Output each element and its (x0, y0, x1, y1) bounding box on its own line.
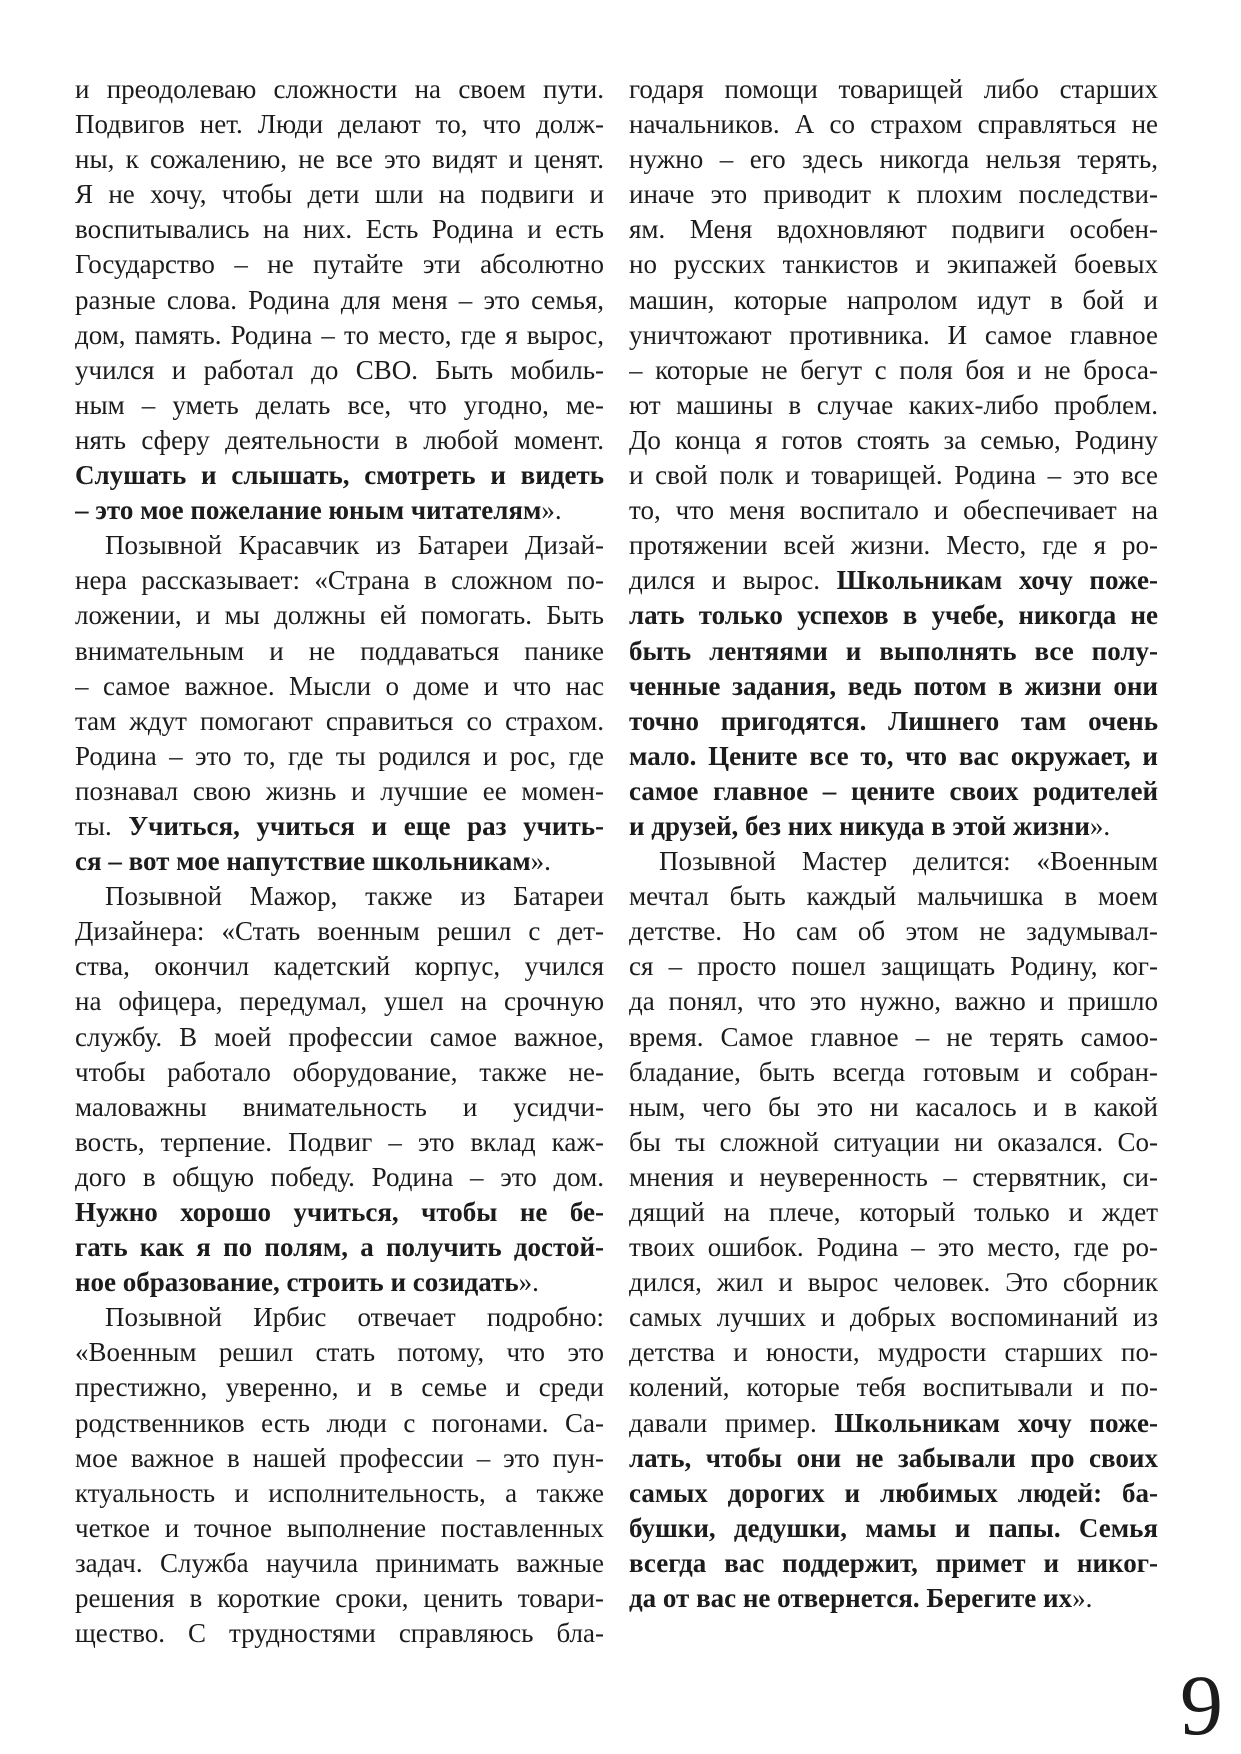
text-run: ям. Меня вдохновляют подвиги особен- (629, 214, 1158, 245)
text-run: разные слова. Родина для меня – это семья, (75, 284, 604, 315)
text-line (75, 1511, 604, 1546)
text-run: бладание, быть всегда готовым и собран- (629, 1056, 1158, 1087)
text-line (629, 283, 1158, 318)
text-line (629, 318, 1158, 353)
text-run: ным – уметь делать все, что угодно, ме- (75, 389, 604, 420)
text-line (75, 634, 604, 669)
text-run: иначе это приводит к плохим последстви- (629, 179, 1158, 210)
text-line (629, 458, 1158, 493)
bold-text-run: ное образование, строить и созидать (75, 1267, 519, 1298)
text-run: – которые не бегут с поля боя и не броса- (629, 354, 1158, 385)
text-run: Подвигов нет. Люди делают то, что долж- (75, 109, 604, 140)
text-run: ктуальность и исполнительность, а также (75, 1477, 604, 1508)
text-run: четкое и точное выполнение поставленных (75, 1512, 604, 1543)
text-line (75, 458, 604, 493)
text-line (629, 142, 1158, 177)
text-line (75, 72, 604, 107)
text-line (75, 1195, 604, 1230)
text-line (629, 598, 1158, 633)
text-line (629, 774, 1158, 809)
text-run: детстве. Но сам об этом не задумывал- (629, 916, 1158, 947)
text-run: воспитывались на них. Есть Родина и есть (75, 214, 604, 245)
text-run: нять сферу деятельности в любой момент. (75, 424, 604, 455)
text-run: дящий на плече, который только и ждет (629, 1197, 1158, 1227)
text-run: ным, чего бы это ни касалось и в какой (629, 1091, 1158, 1122)
bold-text-run: точно пригодятся. Лишнего там очень (629, 705, 1158, 736)
text-run: До конца я готов стоять за семью, Родину (629, 424, 1158, 455)
text-run: да понял, что это нужно, важно и пришло (629, 986, 1158, 1017)
bold-text-run: всегда вас поддержит, примет и никог- (629, 1547, 1158, 1578)
text-line (629, 1265, 1158, 1300)
text-run: мнения и неуверенность – стервятник, си- (629, 1161, 1158, 1192)
bold-text-run: самое главное – цените своих родителей (629, 775, 1158, 806)
bold-text-run: лать, чтобы они не забывали про своих (629, 1442, 1158, 1473)
text-line (629, 879, 1158, 914)
text-run: уничтожают противника. И самое главное (629, 319, 1158, 350)
text-line (629, 1406, 1158, 1441)
bold-text-run: самых дорогих и любимых людей: ба- (629, 1477, 1158, 1508)
bold-text-run: ченные задания, ведь потом в жизни они (629, 670, 1158, 701)
text-run: начальников. А со страхом справляться не (629, 109, 1158, 140)
text-run: учился и работал до СВО. Быть мобиль- (75, 354, 604, 385)
text-run: колений, которые тебя воспитывали и по- (629, 1372, 1158, 1403)
text-line (75, 1125, 604, 1160)
text-run: решения в короткие сроки, ценить товари- (75, 1583, 604, 1614)
text-line (75, 107, 604, 142)
text-run: ют машины в случае каких-либо проблем. (629, 389, 1158, 420)
text-line (75, 1616, 604, 1651)
text-line (629, 1055, 1158, 1090)
text-run: Государство – не путайте эти абсолютно (75, 249, 604, 280)
text-run: машин, которые напролом идут в бой и (629, 284, 1158, 315)
text-line (75, 598, 604, 633)
text-line (629, 1090, 1158, 1125)
text-run: Позывной Мастер делится: «Военным (659, 846, 1158, 877)
text-run: и свой полк и товарищей. Родина – это все (629, 460, 1158, 491)
bold-text-run: Нужно хорошо учиться, чтобы не бе- (75, 1197, 604, 1227)
text-line (75, 1300, 604, 1335)
text-line (629, 212, 1158, 247)
text-line (629, 1195, 1158, 1230)
text-run: задач. Служба научила принимать важные (75, 1547, 604, 1578)
text-run: время. Самое главное – не терять самоо- (629, 1021, 1158, 1052)
text-line (629, 72, 1158, 107)
text-run: дился и вырос. (629, 565, 837, 596)
text-line (75, 1406, 604, 1441)
text-run: но русских танкистов и экипажей боевых (629, 249, 1158, 280)
text-run: бы ты сложной ситуации ни оказался. Со- (629, 1126, 1158, 1157)
text-run: службу. В моей профессии самое важное, (75, 1021, 604, 1052)
text-run: мое важное в нашей профессии – это пун- (75, 1442, 604, 1473)
text-line (75, 247, 604, 282)
text-run: там ждут помогают справиться со страхом. (75, 705, 604, 736)
text-line (629, 1370, 1158, 1405)
text-run: Дизайнера: «Стать военным решил с дет- (75, 916, 604, 947)
text-run: то, что меня воспитало и обеспечивает на (629, 495, 1158, 526)
page-number: 9 (1180, 1657, 1223, 1753)
text-line (75, 1441, 604, 1476)
bold-text-run: ся – вот мое напутствие школьникам (75, 846, 531, 877)
text-run: нера рассказывает: «Страна в сложном по- (75, 565, 604, 596)
text-run: Позывной Мажор, также из Батареи (105, 881, 604, 912)
text-line (75, 177, 604, 212)
text-run: дом, память. Родина – то место, где я вырос, (75, 319, 604, 350)
bold-text-run: Слушать и слышать, смотреть и видеть (75, 460, 604, 491)
text-line (75, 739, 604, 774)
text-line (629, 1020, 1158, 1055)
text-run: нужно – его здесь никогда нельзя терять, (629, 144, 1158, 175)
text-run: ». (530, 846, 551, 877)
text-run: чтобы работало оборудование, также не- (75, 1056, 604, 1087)
text-line (629, 1476, 1158, 1511)
bold-text-run: – это мое пожелание юным читателям (75, 495, 542, 526)
text-line (75, 388, 604, 423)
text-run: познавал свою жизнь и лучшие ее момен- (75, 775, 604, 806)
text-line (629, 1511, 1158, 1546)
text-run: престижно, уверенно, и в семье и среди (75, 1372, 604, 1403)
text-run: на офицера, передумал, ушел на срочную (75, 986, 604, 1017)
text-line (629, 1581, 1158, 1616)
text-run: маловажны внимательность и усидчи- (75, 1091, 604, 1122)
text-line (75, 844, 604, 879)
text-run: – самое важное. Мысли о доме и что нас (75, 670, 604, 701)
text-run: детства и юности, мудрости старших по- (629, 1337, 1158, 1368)
text-line (629, 704, 1158, 739)
text-run: протяжении всей жизни. Место, где я ро- (629, 530, 1158, 561)
text-line (629, 107, 1158, 142)
text-run: Позывной Красавчик из Батареи Дизай- (105, 530, 604, 561)
text-line (75, 353, 604, 388)
text-line (629, 493, 1158, 528)
text-line (75, 318, 604, 353)
text-run: ся – просто пошел защищать Родину, ког- (629, 951, 1158, 982)
text-line (629, 528, 1158, 563)
bold-text-run: быть лентяями и выполнять все полу- (629, 635, 1158, 666)
text-line (629, 739, 1158, 774)
bold-text-run: Школьникам хочу поже- (834, 1407, 1158, 1438)
text-line (75, 879, 604, 914)
bold-text-run: гать как я по полям, а получить достой- (75, 1232, 604, 1263)
text-line (75, 704, 604, 739)
text-line (75, 1370, 604, 1405)
bold-text-run: да от вас не отвернется. Берегите их (629, 1583, 1073, 1614)
right-column (629, 72, 1158, 1616)
text-line (75, 984, 604, 1019)
text-line (75, 142, 604, 177)
text-line (75, 1160, 604, 1195)
text-line (629, 634, 1158, 669)
text-run: Родина – это то, где ты родился и рос, где (75, 740, 604, 771)
text-line (75, 669, 604, 704)
text-line (629, 177, 1158, 212)
text-line (75, 1335, 604, 1370)
bold-text-run: лать только успехов в учебе, никогда не (629, 600, 1158, 631)
text-line (629, 1300, 1158, 1335)
text-line (75, 283, 604, 318)
text-line (629, 844, 1158, 879)
text-line (629, 949, 1158, 984)
text-run: твоих ошибок. Родина – это место, где ро- (629, 1232, 1158, 1263)
text-run: Я не хочу, чтобы дети шли на подвиги и (75, 179, 604, 210)
text-run: и преодолеваю сложности на своем пути. (75, 74, 604, 104)
text-line (629, 1230, 1158, 1265)
text-line (629, 984, 1158, 1019)
text-line (75, 1020, 604, 1055)
text-line (75, 949, 604, 984)
text-run: давали пример. (629, 1407, 835, 1438)
text-line (75, 528, 604, 563)
bold-text-run: и друзей, без них никуда в этой жизни (629, 810, 1090, 841)
bold-text-run: мало. Цените все то, что вас окружает, и (629, 740, 1158, 771)
text-run: вость, терпение. Подвиг – это вклад каж- (75, 1126, 604, 1157)
text-run: родственников есть люди с погонами. Са- (75, 1407, 604, 1438)
text-line (629, 669, 1158, 704)
text-run: дого в общую победу. Родина – это дом. (75, 1161, 604, 1192)
text-line (75, 1090, 604, 1125)
text-line (629, 353, 1158, 388)
text-line (629, 563, 1158, 598)
text-line (75, 1476, 604, 1511)
text-line (629, 1160, 1158, 1195)
text-line (629, 247, 1158, 282)
text-run: «Военным решил стать потому, что это (75, 1337, 604, 1368)
text-line (75, 914, 604, 949)
text-line (75, 212, 604, 247)
text-line (75, 493, 604, 528)
text-run: ». (518, 1267, 539, 1298)
bold-text-run: Учиться, учиться и еще раз учить- (128, 810, 604, 841)
text-line (75, 423, 604, 458)
text-line (75, 1546, 604, 1581)
text-line (629, 1125, 1158, 1160)
left-column (75, 72, 604, 1651)
text-line (629, 388, 1158, 423)
text-line (75, 1265, 604, 1300)
text-line (629, 423, 1158, 458)
text-run: щество. С трудностями справляюсь бла- (75, 1618, 604, 1649)
text-line (75, 774, 604, 809)
text-line (75, 1230, 604, 1265)
text-run: самых лучших и добрых воспоминаний из (629, 1302, 1158, 1333)
text-run: ты. (75, 810, 129, 841)
text-line (629, 1441, 1158, 1476)
text-run: ». (1089, 810, 1111, 841)
text-run: дился, жил и вырос человек. Это сборник (629, 1267, 1158, 1298)
text-line (75, 563, 604, 598)
text-line (629, 914, 1158, 949)
text-run: мечтал быть каждый мальчишка в моем (629, 881, 1158, 912)
text-run: Позывной Ирбис отвечает подробно: (105, 1302, 604, 1333)
text-run: ства, окончил кадетский корпус, учился (75, 951, 604, 982)
text-line (629, 1546, 1158, 1581)
text-run: ложении, и мы должны ей помогать. Быть (75, 600, 604, 631)
text-line (629, 809, 1158, 844)
text-line (629, 1335, 1158, 1370)
text-run: ны, к сожалению, не все это видят и ценят. (75, 144, 604, 175)
text-run: внимательным и не поддаваться панике (75, 635, 604, 666)
text-line (75, 1581, 604, 1616)
text-line (75, 809, 604, 844)
bold-text-run: бушки, дедушки, мамы и папы. Семья (629, 1512, 1158, 1543)
text-line (75, 1055, 604, 1090)
text-run: годаря помощи товарищей либо старших (629, 74, 1158, 104)
text-run: ». (1072, 1583, 1093, 1614)
text-run: ». (541, 495, 562, 526)
bold-text-run: Школьникам хочу поже- (836, 565, 1158, 596)
